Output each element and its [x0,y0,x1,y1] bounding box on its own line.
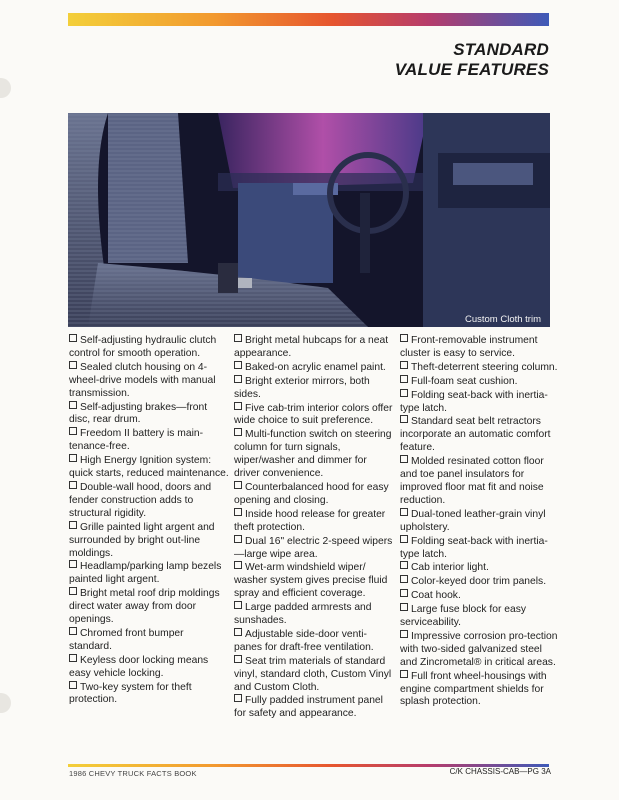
feature-item: Large fuse block for easy serviceability. [400,604,527,629]
feature-item: Impressive corrosion pro-tection with two-sided galvanized steel and Zincrometal® in critical areas. [400,630,558,668]
feature-item: Sealed clutch housing on 4-wheel-drive models with manual transmission. [69,361,216,399]
photo-caption: Custom Cloth trim [464,314,541,325]
checkbox-icon [69,361,77,369]
checkbox-icon [234,655,242,663]
checkbox-icon [234,428,242,436]
feature-item: Multi-function switch on steering column for turn signals, wiper/washer and dimmer for driver convenience. [234,429,392,480]
feature-item: Dual-toned leather-grain vinyl upholstery. [400,508,546,533]
feature-item: Counterbalanced hood for easy opening and closing. [234,481,389,506]
checkbox-icon [400,630,408,638]
checkbox-icon [234,535,242,543]
feature-item: Keyless door locking means easy vehicle locking. [69,654,209,679]
checkbox-icon [400,334,408,342]
feature-item: Standard seat belt retractors incorporate an automatic comfort feature. [400,416,551,454]
checkbox-icon [69,560,77,568]
feature-item: Baked-on acrylic enamel paint. [234,361,394,375]
checkbox-icon [400,389,408,397]
feature-columns [69,334,558,754]
checkbox-icon [69,481,77,489]
feature-item: Double-wall hood, doors and fender construction adds to structural rigidity. [69,481,212,519]
interior-photo [68,113,550,327]
checkbox-icon [234,561,242,569]
feature-item: Bright metal hubcaps for a neat appearance. [234,335,389,359]
checkbox-icon [234,508,242,516]
heading-line-1: STANDARD [453,40,549,59]
checkbox-icon [234,375,242,383]
checkbox-icon [400,561,408,569]
checkbox-icon [69,401,77,409]
checkbox-icon [234,628,242,636]
checkbox-icon [69,454,77,462]
checkbox-icon [69,654,77,662]
feature-column-3 [400,334,560,709]
checkbox-icon [400,670,408,678]
feature-item: Coat hook. [400,589,560,603]
footer-book-title: 1986 CHEVY TRUCK FACTS BOOK [69,769,197,778]
heading-line-2: VALUE FEATURES [394,60,549,79]
checkbox-icon [234,402,242,410]
checkbox-icon [400,535,408,543]
checkbox-icon [400,603,408,611]
feature-column-2 [234,334,394,721]
page-heading [395,40,549,80]
feature-item: Headlamp/parking lamp bezels painted light argent. [69,561,222,586]
truck-interior-illustration [68,113,550,327]
checkbox-icon [400,508,408,516]
feature-item: Cab interior light. [400,561,560,575]
checkbox-icon [69,521,77,529]
feature-item: Theft-deterrent steering column. [400,361,560,375]
checkbox-icon [69,681,77,689]
feature-item: Freedom II battery is main-tenance-free. [69,428,204,453]
checkbox-icon [400,361,408,369]
feature-item: High Energy Ignition system: quick starts, reduced maintenance. [69,455,229,480]
checkbox-icon [69,587,77,595]
feature-item: Adjustable side-door venti-panes for draft-free ventilation. [234,628,374,653]
feature-item: Folding seat-back with inertia-type latch. [400,535,548,560]
checkbox-icon [400,375,408,383]
feature-item: Grille painted light argent and surrounded by bright out-line moldings. [69,521,215,559]
feature-item: Front-removable instrument cluster is easy to service. [400,335,538,359]
feature-item: Fully padded instrument panel for safety and appearance. [234,695,383,720]
feature-item: Folding seat-back with inertia-type latch. [400,389,548,414]
feature-item: Chromed front bumper standard. [69,627,184,652]
checkbox-icon [400,575,408,583]
checkbox-icon [234,334,242,342]
feature-item: Color-keyed door trim panels. [400,575,560,589]
feature-item: Five cab-trim interior colors offer wide choice to suit preference. [234,402,393,427]
feature-column-1 [69,334,229,707]
checkbox-icon [400,415,408,423]
feature-item: Bright metal roof drip moldings direct water away from door openings. [69,588,220,626]
feature-item: Inside hood release for greater theft protection. [234,508,386,533]
feature-item: Seat trim materials of standard vinyl, standard cloth, Custom Vinyl and Custom Cloth. [234,655,392,693]
checkbox-icon [400,589,408,597]
checkbox-icon [400,455,408,463]
footer-page-label: C/K CHASSIS-CAB—PG 3A [449,767,551,776]
punch-hole-bottom [0,693,11,713]
feature-item: Large padded armrests and sunshades. [234,602,372,627]
checkbox-icon [234,481,242,489]
feature-item: Full front wheel-housings with engine compartment shields for splash protection. [400,670,547,708]
feature-item: Bright exterior mirrors, both sides. [234,375,370,400]
feature-item: Molded resinated cotton floor and toe panel insulators for improved floor mat fit and noise reduction. [400,456,544,506]
checkbox-icon [69,427,77,435]
feature-item: Wet-arm windshield wiper/ washer system gives precise fluid spray and efficient coverage. [234,562,388,600]
top-gradient-bar [68,13,549,26]
checkbox-icon [234,361,242,369]
checkbox-icon [234,601,242,609]
feature-item: Self-adjusting brakes—front disc, rear drum. [69,401,208,426]
feature-item: Self-adjusting hydraulic clutch control for smooth operation. [69,335,217,359]
feature-item: Dual 16" electric 2-speed wipers—large wipe area. [234,535,393,560]
feature-item: Full-foam seat cushion. [400,375,560,389]
checkbox-icon [234,694,242,702]
feature-item: Two-key system for theft protection. [69,681,192,706]
punch-hole-top [0,78,11,98]
checkbox-icon [69,627,77,635]
checkbox-icon [69,334,77,342]
